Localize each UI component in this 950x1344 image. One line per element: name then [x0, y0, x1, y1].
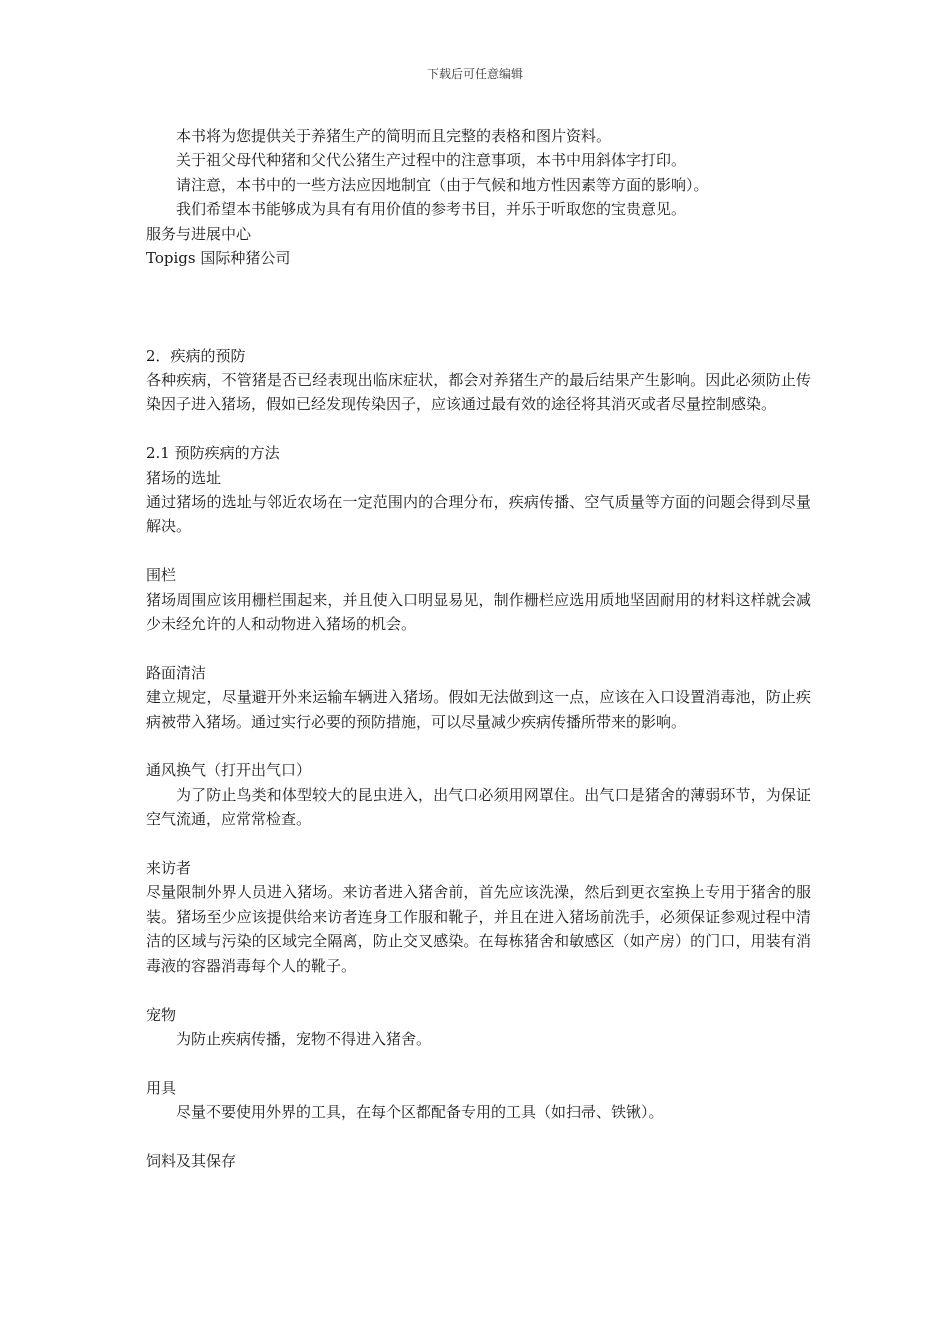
page-header: 下载后可任意编辑 [426, 67, 523, 81]
section-2-heading: 2．疾病的预防 [146, 346, 246, 365]
ventilation-body: 为了防止鸟类和体型较大的昆虫进入，出气口必须用网罩住。出气口是猪舍的薄弱环节，为保证空气流通，应常常检查。 [146, 785, 811, 829]
intro-line-4: 我们希望本书能够成为具有有用价值的参考书目，并乐于听取您的宝贵意见。 [176, 200, 687, 219]
pets-body: 为防止疾病传播，宠物不得进入猪舍。 [176, 1029, 432, 1048]
tools-heading: 用具 [146, 1078, 177, 1097]
spacer [146, 539, 811, 563]
visitors-body: 尽量限制外界人员进入猪场。来访者进入猪舍前，首先应该洗澡，然后到更衣室换上专用于猪舍的服装。猪场至少应该提供给来访者连身工作服和靴子，并且在进入猪场前洗手，必须保证参观过程中清洁的区域与污染的区域完全隔离，防止交叉感染。在每栋猪舍和敏感区（如产房）的门口，用装有消毒液的容器消毒每个人的靴子。 [146, 883, 811, 975]
site-selection-body: 通过猪场的选址与邻近农场在一定范围内的合理分布，疾病传播、空气质量等方面的问题会得到尽量解决。 [146, 493, 811, 536]
section-2-body: 各种疾病，不管猪是否已经表现出临床症状，都会对养猪生产的最后结果产生影响。因此必须防止传染因子进入猪场，假如已经发现传染因子，应该通过最有效的途径将其消灭或者尽量控制感染。 [146, 371, 811, 414]
spacer [146, 832, 811, 856]
fence-body: 猪场周围应该用栅栏围起来，并且使入口明显易见，制作栅栏应选用质地坚固耐用的材料这样就会减少未经允许的人和动物进入猪场的机会。 [146, 590, 811, 634]
org-company: Topigs 国际种猪公司 [146, 249, 291, 268]
tools-body: 尽量不要使用外界的工具，在每个区都配备专用的工具（如扫帚、铁锹）。 [176, 1103, 664, 1122]
ventilation-heading: 通风换气（打开出气口） [146, 761, 312, 780]
pets-heading: 宠物 [146, 1005, 177, 1024]
site-selection-heading: 猪场的选址 [146, 468, 222, 487]
spacer [146, 1125, 811, 1149]
spacer [146, 734, 811, 758]
road-heading: 路面清洁 [146, 663, 207, 682]
road-body: 建立规定，尽量避开外来运输车辆进入猪场。假如无法做到这一点，应该在入口设置消毒池，防止疾病被带入猪场。通过实行必要的预防措施，可以尽量减少疾病传播所带来的影响。 [146, 688, 811, 731]
spacer [146, 270, 811, 319]
intro-line-3: 请注意，本书中的一些方法应因地制宜（由于气候和地方性因素等方面的影响）。 [176, 175, 709, 194]
visitors-heading: 来访者 [146, 859, 192, 878]
spacer [146, 319, 811, 343]
fence-heading: 围栏 [146, 566, 177, 585]
intro-line-1: 本书将为您提供关于养猪生产的简明而且完整的表格和图片资料。 [176, 127, 612, 145]
spacer [146, 636, 811, 660]
spacer [146, 978, 811, 1002]
org-center: 服务与进展中心 [146, 224, 252, 243]
document-body [146, 124, 811, 1173]
spacer [146, 417, 811, 441]
intro-line-2: 关于祖父母代种猪和父代公猪生产过程中的注意事项，本书中用斜体字打印。 [176, 151, 687, 170]
spacer [146, 1051, 811, 1075]
feed-heading: 饲料及其保存 [146, 1151, 237, 1170]
section-2-1-heading: 2.1 预防疾病的方法 [146, 444, 280, 463]
